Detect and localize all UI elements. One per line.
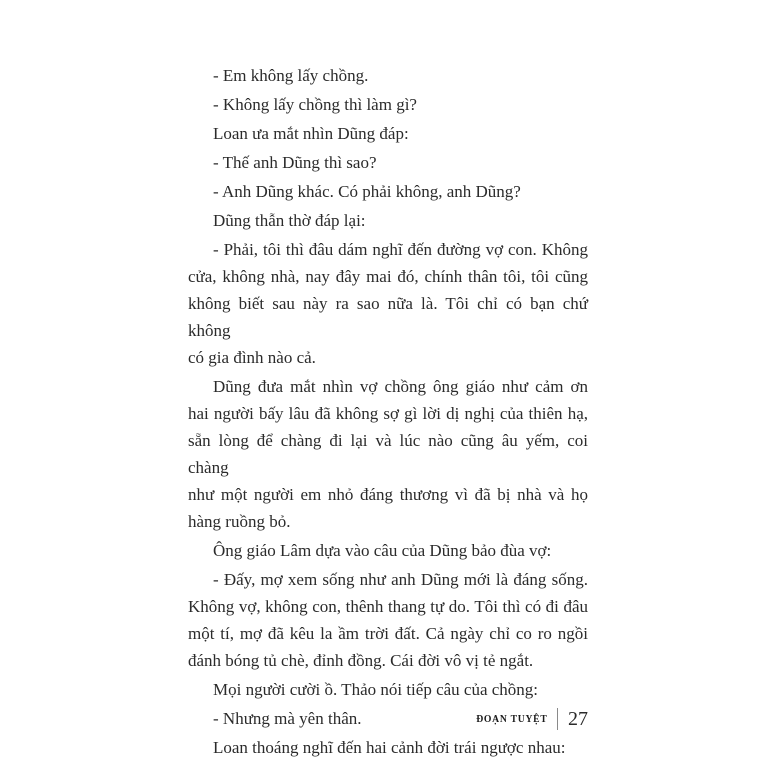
text-line: hai người bấy lâu đã không sợ gì lời dị nghị của thiên hạ, <box>188 404 588 423</box>
page-text <box>188 62 588 761</box>
text-line: có gia đình nào cả. <box>188 348 316 367</box>
paragraph <box>188 91 588 118</box>
paragraph <box>188 149 588 176</box>
text-line: - Nhưng mà yên thân. <box>213 709 362 728</box>
text-line: hàng ruồng bỏ. <box>188 512 291 531</box>
paragraph <box>188 120 588 147</box>
text-line: như một người em nhỏ đáng thương vì đã bị nhà và họ <box>188 485 588 504</box>
page-footer <box>470 708 588 730</box>
paragraph <box>188 566 588 674</box>
footer-divider <box>557 708 558 730</box>
text-line: Dũng thẫn thờ đáp lại: <box>213 211 366 230</box>
text-line: - Phải, tôi thì đâu dám nghĩ đến đường vợ con. Không <box>213 240 588 259</box>
text-line: Mọi người cười ồ. Thảo nói tiếp câu của chồng: <box>213 680 539 699</box>
text-line: - Anh Dũng khác. Có phải không, anh Dũng? <box>213 182 521 201</box>
book-title: ĐOẠN TUYỆT <box>476 713 548 725</box>
text-line: đánh bóng tủ chè, đỉnh đồng. Cái đời vô vị tẻ ngắt. <box>188 651 534 670</box>
text-line: sẵn lòng để chàng đi lại và lúc nào cũng âu yếm, coi chàng <box>188 431 588 477</box>
paragraph <box>188 236 588 371</box>
text-line: cửa, không nhà, nay đây mai đó, chính thân tôi, tôi cũng <box>188 267 588 286</box>
text-line: Không vợ, không con, thênh thang tự do. Tôi thì có đi đâu <box>188 597 588 616</box>
paragraph <box>188 537 588 564</box>
text-line: Ông giáo Lâm dựa vào câu của Dũng bảo đùa vợ: <box>213 541 552 560</box>
paragraph <box>188 62 588 89</box>
text-line: một tí, mợ đã kêu la ầm trời đất. Cả ngày chỉ co ro ngồi <box>188 624 588 643</box>
text-line: - Đấy, mợ xem sống như anh Dũng mới là đáng sống. <box>213 570 588 589</box>
paragraph <box>188 676 588 703</box>
text-line: Loan ưa mắt nhìn Dũng đáp: <box>213 124 409 143</box>
text-line: Dũng đưa mắt nhìn vợ chồng ông giáo như cảm ơn <box>213 377 588 396</box>
text-line: - Em không lấy chồng. <box>213 66 369 85</box>
paragraph <box>188 207 588 234</box>
page-number: 27 <box>568 708 588 730</box>
text-line: - Không lấy chồng thì làm gì? <box>213 95 417 114</box>
text-line: - Thế anh Dũng thì sao? <box>213 153 377 172</box>
paragraph <box>188 373 588 535</box>
text-line: không biết sau này ra sao nữa là. Tôi chỉ có bạn chứ không <box>188 294 588 340</box>
paragraph <box>188 178 588 205</box>
text-line: Loan thoáng nghĩ đến hai cảnh đời trái ngược nhau: <box>213 738 566 757</box>
paragraph <box>188 734 588 761</box>
